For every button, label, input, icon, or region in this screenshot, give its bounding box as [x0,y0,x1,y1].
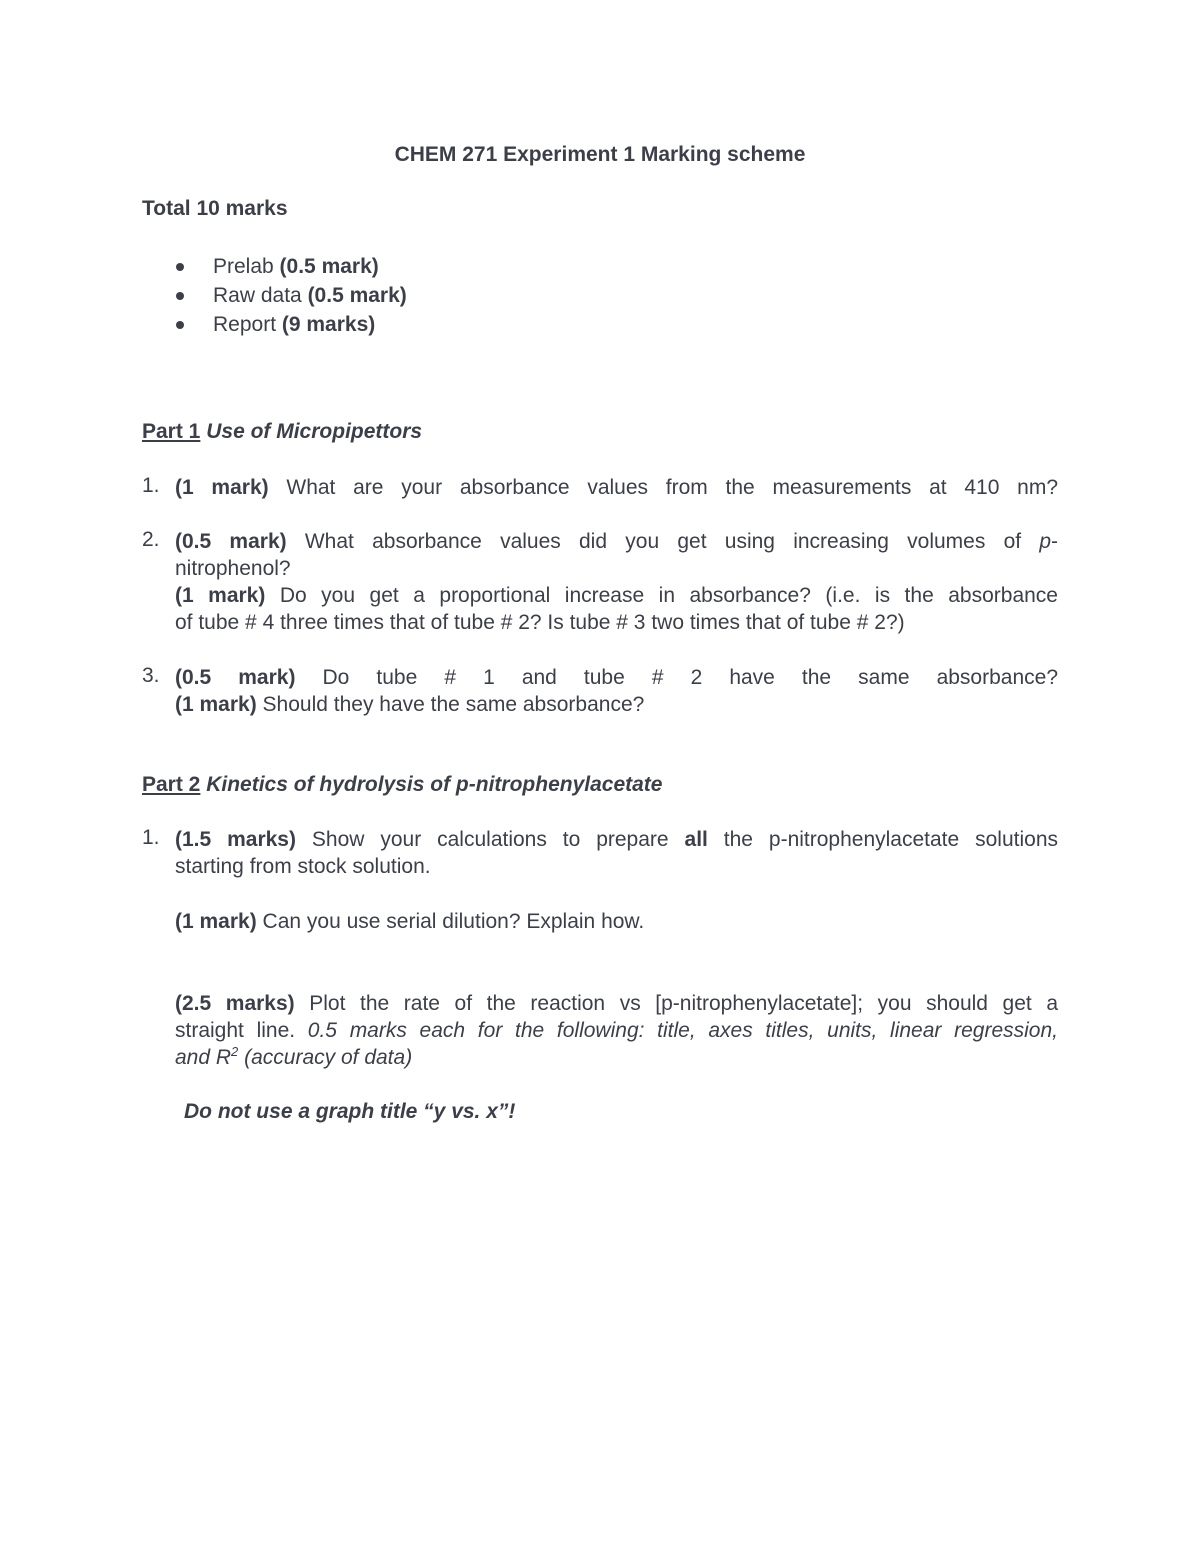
sub-question-text: (1 mark) Can you use serial dilution? Explain how. [175,910,645,933]
question-text: (1.5 marks) Show your calculations to prepare all the p-nitrophenylacetate solutions [175,828,1058,851]
summary-marks: (9 marks) [281,313,376,336]
question-marks: (0.5 mark) [175,666,296,689]
plot-text-cont: and $R^2$ (accuracy of data) [175,1044,413,1069]
question-text-cont: starting from stock solution. [175,855,431,878]
question-text: (1 mark) What are your absorbance values from the measurements at 410 nm? [175,476,1058,499]
sub-question-marks: (1 mark) [175,693,257,716]
part1-name: Use of Micropipettors [206,420,423,443]
sub-question-text: (1 mark) Should they have the same absorbance? [175,693,645,716]
summary-label: Raw data [213,284,302,307]
list-item [176,281,407,310]
warning-text: Do not use a graph title “y vs. x”! [184,1100,516,1123]
graph-title-warning [142,1098,1058,1125]
list-item [176,252,407,281]
question-number: 1. [142,826,160,849]
sub-question-text: (1 mark) Do you get a proportional increase in absorbance? (i.e. is the absorbance [175,584,1058,607]
part1-question-1 [142,474,1058,501]
summary-label: Prelab [213,255,274,278]
question-number: 1. [142,474,160,497]
sub-question-marks: (1 mark) [175,584,266,607]
part1-question-3 [142,664,1058,718]
marks-summary-list [176,252,407,339]
summary-marks: (0.5 mark) [307,284,407,307]
bullet-icon [176,292,184,300]
summary-marks: (0.5 mark) [279,255,379,278]
total-marks: Total 10 marks [142,197,288,220]
plot-marks: (2.5 marks) [175,992,295,1015]
question-marks: (1 mark) [175,476,269,499]
question-text: (0.5 mark) What absorbance values did you get using increasing volumes of p- [175,530,1059,553]
part2-number: Part 2 [142,773,201,796]
part1-heading [142,420,422,444]
plot-text-cont: straight line. 0.5 marks each for the following: title, axes titles, units, linear regression, [175,1019,1058,1042]
summary-label: Report [213,313,277,336]
part2-name: Kinetics of hydrolysis of p-nitrophenylacetate [206,773,663,796]
question-number: 3. [142,664,160,687]
part2-plot-instructions [142,990,1058,1071]
part1-number: Part 1 [142,420,201,443]
list-item [176,310,407,339]
question-marks: (1.5 marks) [175,828,296,851]
question-text: (0.5 mark) Do tube # 1 and tube # 2 have the same absorbance? [175,666,1059,689]
plot-text: (2.5 marks) Plot the rate of the reaction vs [p-nitrophenylacetate]; you should get a [175,992,1059,1015]
part2-serial-dilution [142,908,1058,935]
bullet-icon [176,321,184,329]
part2-question-1 [142,826,1058,880]
question-text-cont: nitrophenol? [175,557,291,580]
sub-question-marks: (1 mark) [175,910,257,933]
document-title: CHEM 271 Experiment 1 Marking scheme [394,143,806,166]
bullet-icon [176,263,184,271]
part1-question-2 [142,528,1058,636]
part2-heading [142,773,662,797]
question-number: 2. [142,528,160,551]
question-marks: (0.5 mark) [175,530,287,553]
sub-question-text-cont: of tube # 4 three times that of tube # 2? Is tube # 3 two times that of tube # 2?) [175,611,905,634]
